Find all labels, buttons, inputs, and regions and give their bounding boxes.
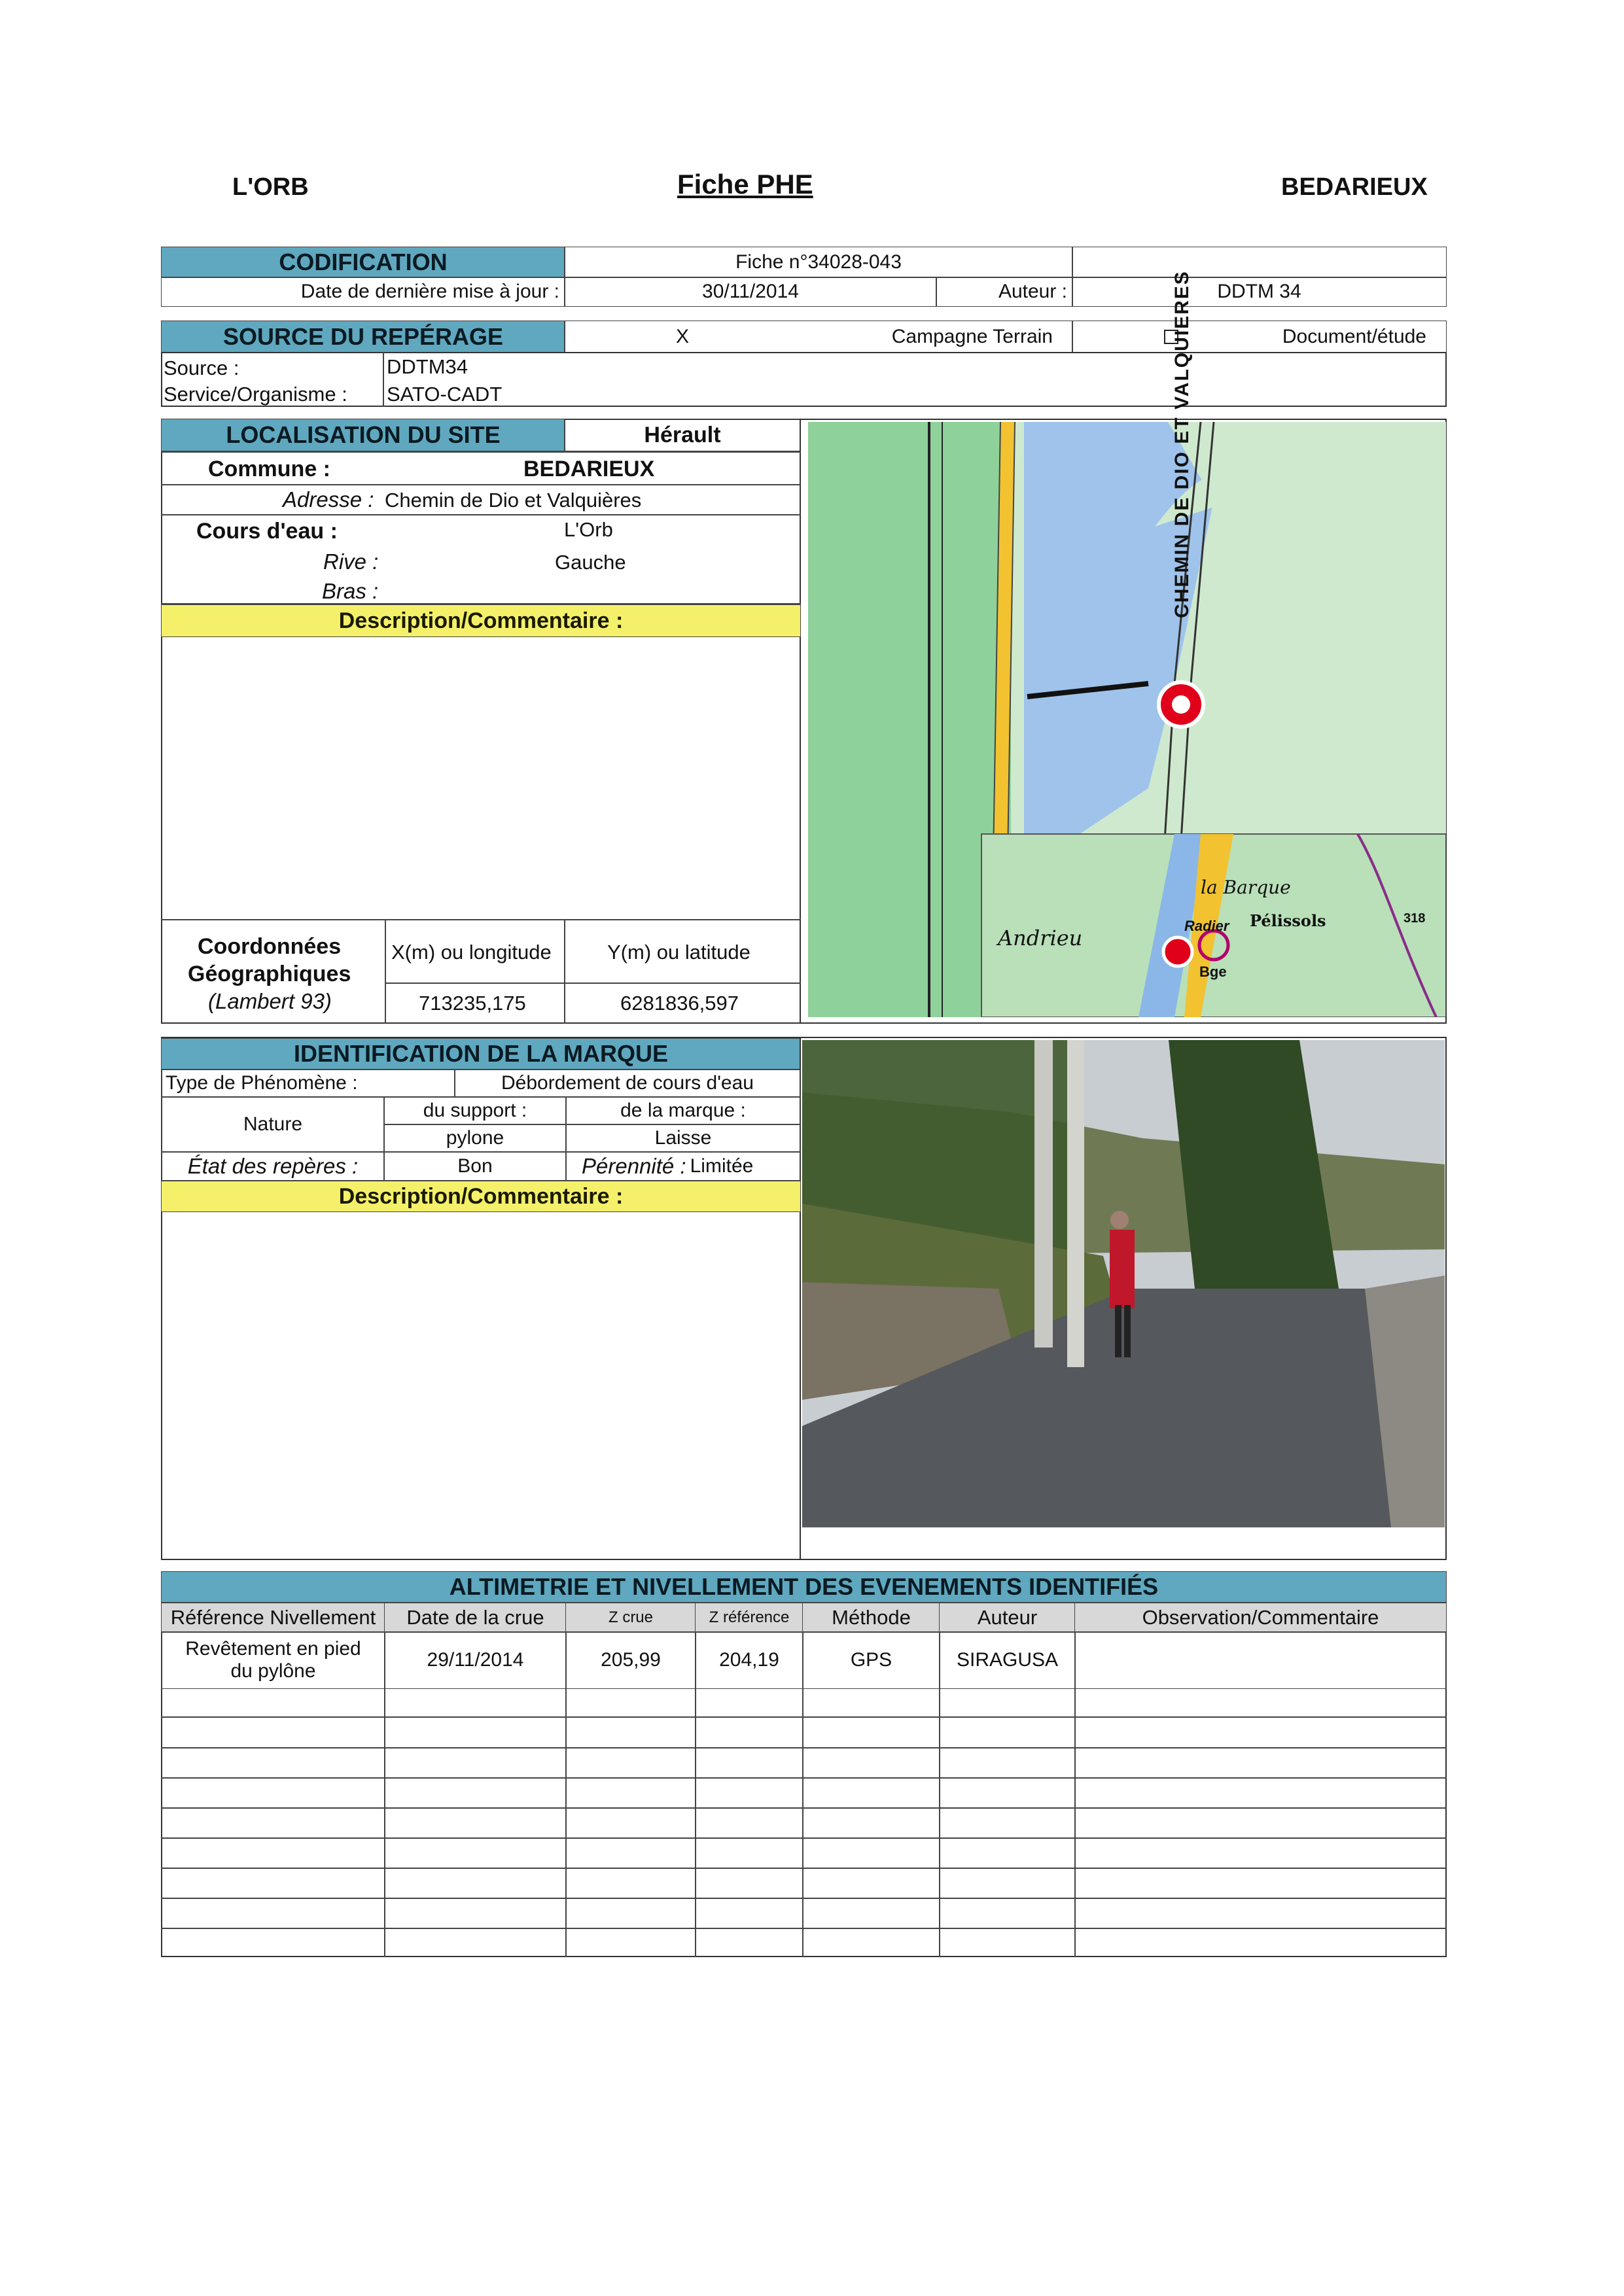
reference-line-2: du pylône [230,1660,316,1682]
rule [385,919,386,1024]
cours-eau-value: L'Orb [564,518,613,541]
x-value: 713235,175 [419,992,526,1015]
page-title: Fiche PHE [677,169,813,200]
header-commune: BEDARIEUX [1281,173,1428,201]
table-row-observation [1074,1631,1447,1689]
map-label-andrieu: Andrieu [998,926,1083,950]
coord-label-3: (Lambert 93) [208,989,332,1013]
map-label-altitude: 318 [1403,911,1426,926]
date-label: Date de dernière mise à jour : [161,277,565,307]
adresse-value: Chemin de Dio et Valquières [385,489,642,512]
commune-label: Commune : [208,457,330,481]
col-z-reference: Z référence [695,1603,803,1633]
service-label: Service/Organisme : [164,383,347,406]
table-row-z-reference: 204,19 [695,1631,803,1689]
etat-label: État des repères : [161,1152,385,1181]
table-row-auteur: SIRAGUSA [939,1631,1076,1689]
type-value: Débordement de cours d'eau [454,1070,801,1097]
perennite-value: Limitée [690,1155,754,1177]
empty-rows-grid [161,1688,1447,1957]
reference-line-1: Revêtement en pied [185,1638,361,1660]
campagne-terrain-cell [564,321,1073,353]
localisation-right-divider [800,419,801,1024]
identification-description-body[interactable] [162,1213,800,1559]
auteur-label: Auteur : [936,277,1073,307]
source-heading: SOURCE DU REPÉRAGE [161,321,565,353]
table-row-methode: GPS [802,1631,940,1689]
marker-photo[interactable] [802,1040,1445,1527]
col-reference: Référence Nivellement [161,1603,385,1633]
table-row-z-crue: 205,99 [565,1631,696,1689]
document-label: Document/étude [1282,326,1426,347]
document-etude-cell [1072,321,1447,353]
marque-label: de la marque : [565,1097,801,1124]
y-label: Y(m) ou latitude [607,941,750,964]
support-label: du support : [383,1097,567,1124]
bras-label: Bras : [322,579,379,603]
rule [161,919,801,920]
empty-rows [161,1688,1447,1957]
auteur-value: DDTM 34 [1072,277,1447,307]
photo-graphic [802,1040,1445,1527]
rule [161,484,801,485]
col-auteur: Auteur [939,1603,1076,1633]
coord-label-2: Géographiques [188,962,351,986]
departement: Hérault [564,419,801,451]
identification-heading: IDENTIFICATION DE LA MARQUE [161,1038,801,1070]
source-divider [383,352,384,407]
perennite-cell [565,1152,801,1181]
map-label-pelissols: Pélissols [1250,911,1326,930]
x-label: X(m) ou longitude [391,941,552,964]
map-road-label: CHEMIN DE DIO ET VALQUIERES [1171,270,1193,618]
table-row-date: 29/11/2014 [384,1631,567,1689]
header-river: L'ORB [232,173,309,201]
cours-eau-label: Cours d'eau : [196,519,338,544]
col-z-crue: Z crue [565,1603,696,1633]
rive-label: Rive : [323,549,379,574]
col-date: Date de la crue [384,1603,567,1633]
rule [564,919,565,1024]
date-value: 30/11/2014 [564,277,937,307]
altimetrie-heading: ALTIMETRIE ET NIVELLEMENT DES EVENEMENTS IDENTIFIÉS [161,1571,1447,1603]
rule [385,983,801,984]
map-graphic [808,422,1446,1017]
map-label-radier: Radier [1184,918,1229,934]
localisation-heading: LOCALISATION DU SITE [161,419,565,451]
col-observation: Observation/Commentaire [1074,1603,1447,1633]
perennite-label: Pérennité : [582,1154,686,1178]
type-label: Type de Phénomène : [161,1070,455,1097]
map-label-bge: Bge [1199,964,1227,980]
table-row-reference [161,1631,385,1689]
rule [161,514,801,515]
codification-heading: CODIFICATION [161,247,565,278]
codification-blank [1072,247,1447,278]
marque-value: Laisse [565,1124,801,1152]
etat-value: Bon [383,1152,567,1181]
service-value: SATO-CADT [387,383,503,406]
identification-description-heading: Description/Commentaire : [161,1181,801,1212]
commune-value: BEDARIEUX [523,457,655,481]
fiche-number: Fiche n°34028-043 [564,247,1073,278]
source-details-frame [161,352,1447,407]
campagne-label: Campagne Terrain [891,326,1053,347]
localisation-description-body[interactable] [162,638,800,918]
nature-label: Nature [161,1097,385,1152]
rive-value: Gauche [555,551,626,574]
source-label: Source : [164,357,239,379]
col-methode: Méthode [802,1603,940,1633]
localisation-description-heading: Description/Commentaire : [161,604,801,637]
source-value: DDTM34 [387,355,468,378]
coord-label-1: Coordonnées [198,934,342,959]
map-label-la-barque: la Barque [1201,877,1291,898]
rule [161,451,801,453]
adresse-label: Adresse : [283,487,374,512]
support-value: pylone [383,1124,567,1152]
y-value: 6281836,597 [620,992,739,1015]
campagne-mark: X [676,326,690,347]
